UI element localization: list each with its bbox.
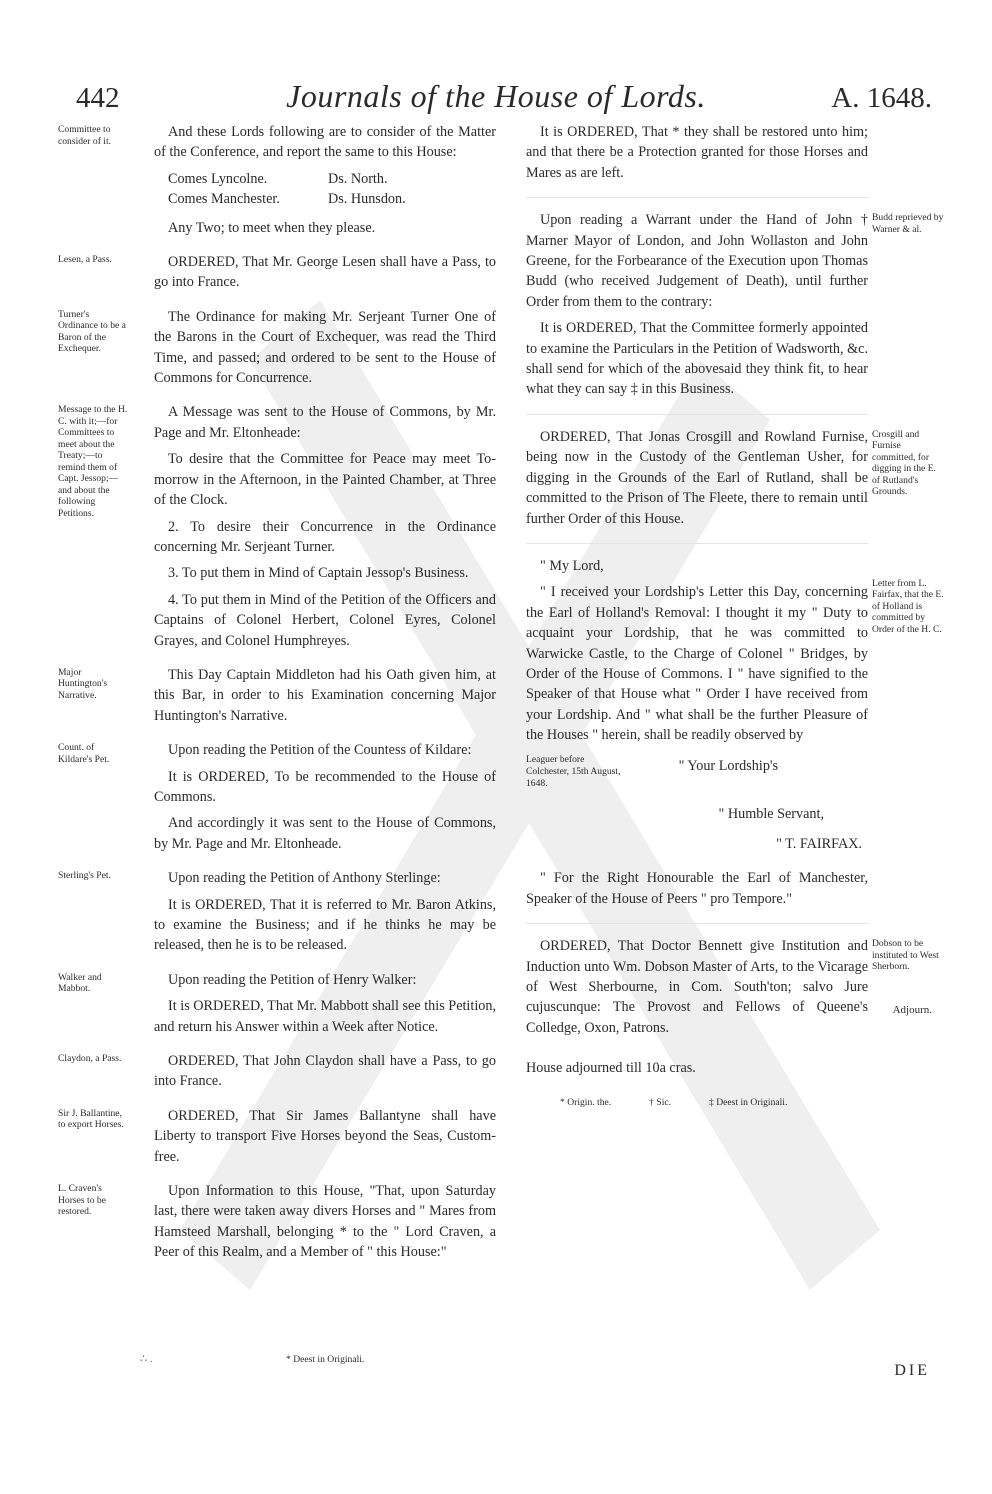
margin-note: Letter from L. Fairfax, that the E. of Holland is committed by Order of the H. C. [872, 577, 944, 635]
paragraph: 2. To desire their Concurrence in the Ordinance concerning Mr. Serjeant Turner. [154, 518, 496, 555]
paragraph: The Ordinance for making Mr. Serjeant Turner One of the Barons in the Court of Exchequer, was read the Third Time, and passed; and ordered to be sent to the House of Commons for Concurrence. [154, 308, 496, 387]
entry-turner-ordinance [58, 307, 496, 389]
letter-closing [526, 754, 868, 790]
journal-title: Journals of the House of Lords. [286, 78, 706, 114]
margin-note: Walker and Mabbot. [58, 971, 102, 995]
margin-note: Message to the H. C. with it;—for Committees to meet about the Treaty;—to remind them of Capt. Jessop;—and about the following Petitions. [58, 404, 128, 519]
margin-note: Count. of Kildare's Pet. [58, 742, 110, 765]
paragraph: Upon reading the Petition of the Countess of Kildare: [168, 742, 472, 759]
adjourn-margin-note: Adjourn. [892, 1004, 932, 1016]
entry-kildare [58, 740, 496, 854]
divider [526, 414, 868, 415]
page-year: A. 1648. [831, 82, 932, 114]
entry-crosgill [526, 427, 936, 529]
entry-huntington [58, 665, 496, 726]
margin-note: Claydon, a Pass. [58, 1053, 122, 1065]
paragraph: ORDERED, That Doctor Bennett give Institution and Induction unto Wm. Dobson Master of Arts, to the Vicarage of West Sherbourne, in Com. South'ton; salvo Jure cujuscunque: The Provost and Fellows of Queene's Colledge, Oxon, Patrons. [526, 938, 868, 1036]
entry-lesen-pass [58, 252, 496, 293]
paragraph: ORDERED, That Mr. George Lesen shall have a Pass, to go into France. [154, 254, 496, 291]
entry-fairfax-letter [526, 556, 944, 909]
paragraph: ORDERED, That John Claydon shall have a Pass, to go into France. [154, 1053, 496, 1090]
paragraph: And accordingly it was sent to the House of Commons, by Mr. Page and Mr. Eltonheade. [154, 815, 496, 852]
paragraph: It is ORDERED, That it is referred to Mr. Baron Atkins, to examine the Business; and if he thinks he may be released, then he is to be released. [154, 896, 496, 954]
divider [526, 923, 868, 924]
entry-craven-cont [526, 122, 868, 183]
adjourn-text: House adjourned till 10a cras. [526, 1060, 696, 1077]
margin-note: Turner's Ordinance to be a Baron of the Exchequer. [58, 308, 126, 355]
letter-yours: " Your Lordship's [678, 757, 778, 774]
paragraph: It is ORDERED, That * they shall be restored unto him; and that there be a Protection granted for those Horses and Mares as are left. [526, 124, 868, 181]
margin-note: Committee to consider of it. [58, 124, 112, 147]
paragraph: Upon reading the Petition of Henry Walker: [168, 971, 417, 988]
paragraph: A Message was sent to the House of Commons, by Mr. Page and Mr. Eltonheade: [154, 404, 496, 441]
entry-walker [58, 970, 496, 1037]
margin-note: Major Huntington's Narrative. [58, 666, 108, 701]
paragraph: 3. To put them in Mind of Captain Jessop's Business. [168, 565, 469, 582]
footnote: † Sic. [649, 1096, 672, 1108]
letter-salutation: " My Lord, [540, 557, 604, 574]
lord-name: Comes Lyncolne. [168, 170, 268, 187]
right-footnotes [560, 1093, 868, 1113]
margin-note: L. Craven's Horses to be restored. [58, 1183, 106, 1218]
footnote: ‡ Deest in Originali. [709, 1096, 788, 1108]
margin-note: Budd reprieved by Warner & al. [872, 212, 944, 235]
footnote: * Origin. the. [560, 1096, 612, 1108]
catchword: DIE [894, 1362, 930, 1379]
paragraph: This Day Captain Middleton had his Oath given him, at this Bar, in order to his Examination concerning Major Huntington's Narrative. [154, 666, 496, 724]
paragraph: It is ORDERED, That the Committee formerly appointed to examine the Particulars in the Petition of Wadsworth, &c. shall send for which of the abovesaid they think fit, to hear what they can say ‡ in this Business. [526, 320, 868, 398]
entry-committee [58, 122, 496, 238]
divider [526, 197, 868, 198]
lord-name: Ds. North. [328, 170, 388, 187]
letter-body: " I received your Lordship's Letter this Day, concerning the Earl of Holland's Removal: I thought it my " Duty to acquaint your Lordship, that he was committed to Warwicke Castle, to the Charge of Colonel " Bridges, by Order of the House of Commons. I " have signified to the Speaker of that House what " Order I have received from your Lordship. And " what shall be the further Pleasure of the Houses " herein, shall be readily observed by [526, 584, 868, 744]
left-column [58, 122, 496, 1277]
divider [526, 543, 868, 544]
paragraph: Upon reading a Warrant under the Hand of John † Marner Mayor of London, and John Wollaston and John Greene, for the Forbearance of the Execution upon Thomas Budd (who received Judgement of Death), until further Order from them to the contrary: [526, 212, 868, 310]
margin-note: Lesen, a Pass. [58, 254, 112, 266]
paragraph: 4. To put them in Mind of the Petition of the Officers and Captains of Colonel Herbert, Colonel Eyres, Colonel Grayes, and Colonel Humphreyes. [154, 591, 496, 649]
entry-message-commons [58, 402, 496, 650]
entry-ballantine [58, 1106, 496, 1167]
page-number: 442 [76, 82, 120, 114]
page-header [0, 78, 992, 120]
lord-name: Comes Manchester. [168, 191, 280, 208]
letter-place-date: Leaguer before Colchester, 15th August, 1648. [526, 753, 621, 789]
entry-sterling [58, 868, 496, 956]
paragraph: Upon Information to this House, "That, upon Saturday last, there were taken away divers Horses and " Mares from Hamsteed Marshall, belonging * to the " Lord Craven, a Peer of this Realm, and a Member of " this House:" [154, 1183, 496, 1261]
paragraph: ORDERED, That Jonas Crosgill and Rowland Furnise, being now in the Custody of the Gentleman Usher, for digging in the Grounds of the Earl of Rutland, shall be committed to the Prison of The Fleete, there to remain until further Order of this House. [526, 428, 868, 527]
left-footnote: * Deest in Originali. [286, 1354, 365, 1365]
paragraph: Upon reading the Petition of Anthony Sterlinge: [168, 870, 441, 887]
margin-note: Dobson to be instituted to West Sherborn. [872, 938, 939, 973]
entry-adjourn [526, 1058, 868, 1078]
margin-note: Sir J. Ballantine, to export Horses. [58, 1107, 124, 1131]
entry-craven [58, 1181, 496, 1263]
paragraph: It is ORDERED, That Mr. Mabbott shall see this Petition, and return his Answer within a Week after Notice. [154, 998, 496, 1035]
right-column [526, 122, 944, 1113]
margin-note: Crosgill and Furnise committed, for digging in the E. of Rutland's Grounds. [872, 428, 936, 498]
lord-name: Ds. Hunsdon. [328, 191, 406, 208]
letter-signature: " T. FAIRFAX. [776, 835, 862, 852]
entry-budd [526, 210, 944, 400]
margin-note: Sterling's Pet. [58, 870, 111, 882]
paragraph: Any Two; to meet when they please. [168, 219, 376, 236]
paragraph: And these Lords following are to consider of the Matter of the Conference, and report the same to this House: [154, 124, 496, 161]
paragraph: It is ORDERED, To be recommended to the House of Commons. [154, 768, 496, 805]
letter-address: " For the Right Honourable the Earl of Manchester, Speaker of the House of Peers " pro Tempore." [526, 870, 868, 907]
entry-claydon [58, 1051, 496, 1092]
paragraph: To desire that the Committee for Peace may meet To-morrow in the Afternoon, in the Painted Chamber, at Three of the Clock. [154, 451, 496, 509]
letter-humble: " Humble Servant, [718, 805, 824, 822]
paragraph: ORDERED, That Sir James Ballantyne shall have Liberty to transport Five Horses beyond the Seas, Custom-free. [154, 1107, 496, 1165]
footer-mark: ∴ . [140, 1353, 153, 1365]
lords-list [168, 169, 496, 210]
